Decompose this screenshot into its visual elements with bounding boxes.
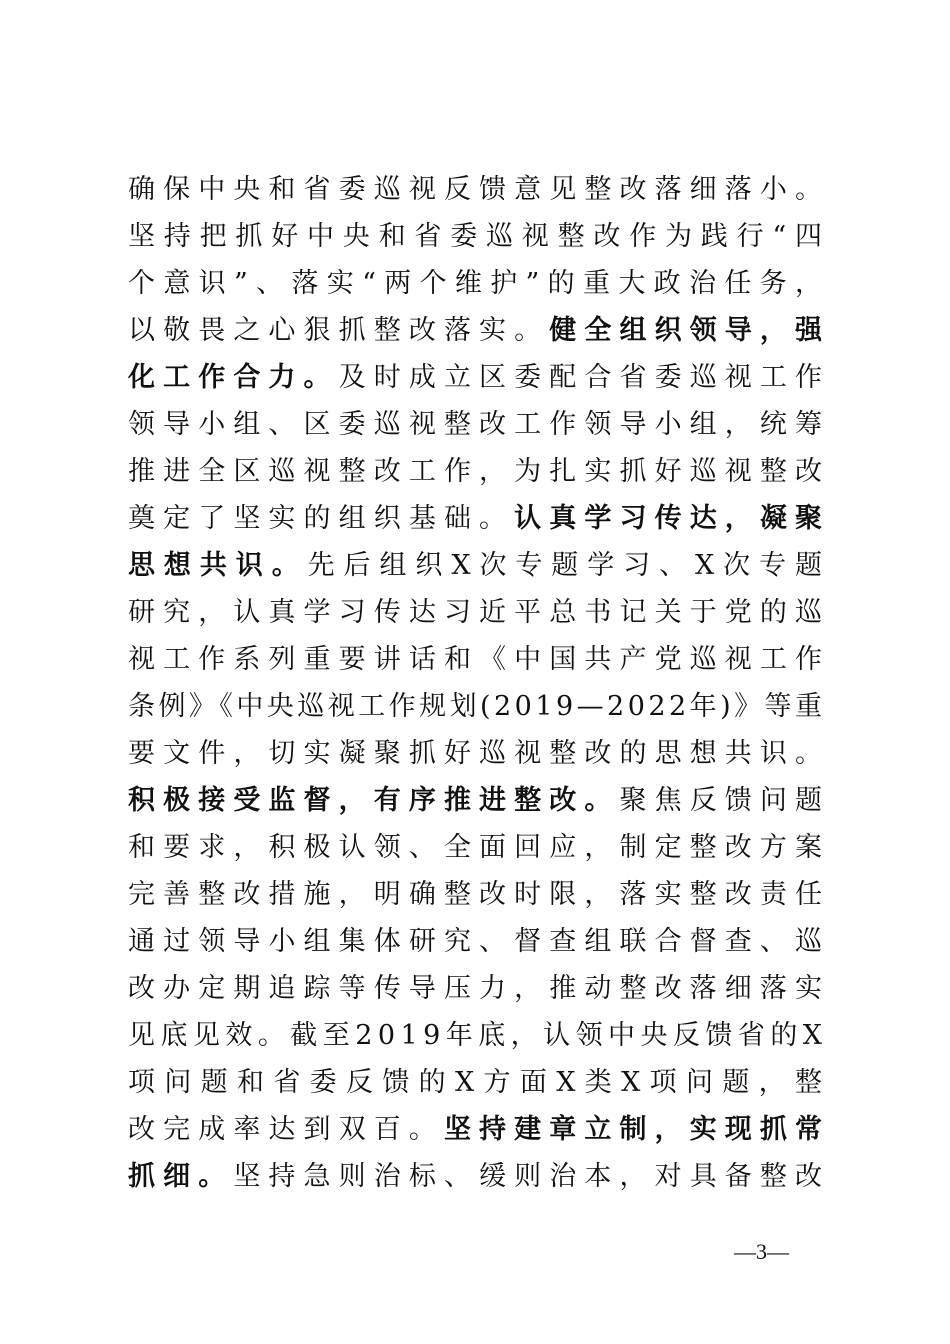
paragraph-text: 项问题和省委反馈的X方面X类X项问题，整	[128, 1067, 832, 1098]
paragraph-text: 奠定了坚实的组织基础。	[128, 503, 515, 534]
bold-heading-text: 思想共识。	[128, 550, 308, 581]
paragraph-text: 确保中央和省委巡视反馈意见整改落细落小。	[128, 174, 831, 205]
paragraph-text: 坚持急则治标、缓则治本，对具备整改	[233, 1161, 831, 1192]
text-line	[128, 1106, 831, 1153]
paragraph-text: 聚焦反馈问题	[619, 785, 831, 816]
text-line	[128, 1059, 832, 1106]
text-line	[128, 730, 831, 777]
text-line	[128, 354, 831, 401]
text-line	[128, 307, 831, 354]
bold-heading-text: 认真学习传达，凝聚	[514, 503, 831, 534]
paragraph-text: 改办定期追踪等传导压力，推动整改落细落实	[128, 973, 831, 1004]
bold-heading-text: 坚持建章立制，实现抓常	[443, 1114, 831, 1145]
paragraph-text: 视工作系列重要讲话和《中国共产党巡视工作	[128, 644, 831, 675]
text-line	[128, 542, 831, 589]
text-line	[128, 871, 831, 918]
bold-heading-text: 化工作合力。	[128, 362, 339, 393]
paragraph-text: 和要求，积极认领、全面回应，制定整改方案	[128, 832, 831, 863]
text-line	[128, 589, 831, 636]
bold-heading-text: 积极接受监督，有序推进整改。	[128, 785, 620, 816]
text-line	[128, 636, 831, 683]
text-line	[128, 777, 831, 824]
text-line	[128, 213, 831, 260]
paragraph-text: 领导小组、区委巡视整改工作领导小组，统筹	[128, 409, 831, 440]
paragraph-text: 研究，认真学习传达习近平总书记关于党的巡	[128, 597, 831, 628]
paragraph-text: 见底见效。截至2019年底，认领中央反馈省的X	[128, 1020, 828, 1051]
paragraph-text: 改完成率达到双百。	[128, 1114, 444, 1145]
text-line	[128, 1012, 828, 1059]
text-line	[128, 683, 826, 730]
paragraph-text: 条例》《中央巡视工作规划(2019—2022年)》等重	[128, 691, 826, 722]
text-line	[128, 918, 831, 965]
paragraph-text: 要文件，切实凝聚抓好巡视整改的思想共识。	[128, 738, 831, 769]
text-line	[128, 166, 831, 213]
paragraph-text: 及时成立区委配合省委巡视工作	[338, 362, 831, 393]
text-line	[128, 401, 831, 448]
body-text	[128, 166, 832, 1200]
paragraph-text: 推进全区巡视整改工作，为扎实抓好巡视整改	[128, 456, 831, 487]
paragraph-text: 坚持把抓好中央和省委巡视整改作为践行“四	[128, 221, 831, 252]
bold-heading-text: 健全组织领导，强	[549, 315, 831, 346]
text-line	[128, 495, 831, 542]
page-number: —3—	[734, 1239, 789, 1264]
text-line	[128, 260, 831, 307]
text-line	[128, 1153, 831, 1200]
paragraph-text: 完善整改措施，明确整改时限，落实整改责任	[128, 879, 831, 910]
text-line	[128, 448, 831, 495]
paragraph-text: 通过领导小组集体研究、督查组联合督查、巡	[128, 926, 831, 957]
text-line	[128, 965, 831, 1012]
paragraph-text: 个意识”、落实“两个维护”的重大政治任务，	[128, 268, 831, 299]
bold-heading-text: 抓细。	[128, 1161, 234, 1192]
paragraph-text: 先后组织X次专题学习、X次专题	[307, 550, 831, 581]
paragraph-text: 以敬畏之心狠抓整改落实。	[128, 315, 550, 346]
text-line	[128, 824, 831, 871]
